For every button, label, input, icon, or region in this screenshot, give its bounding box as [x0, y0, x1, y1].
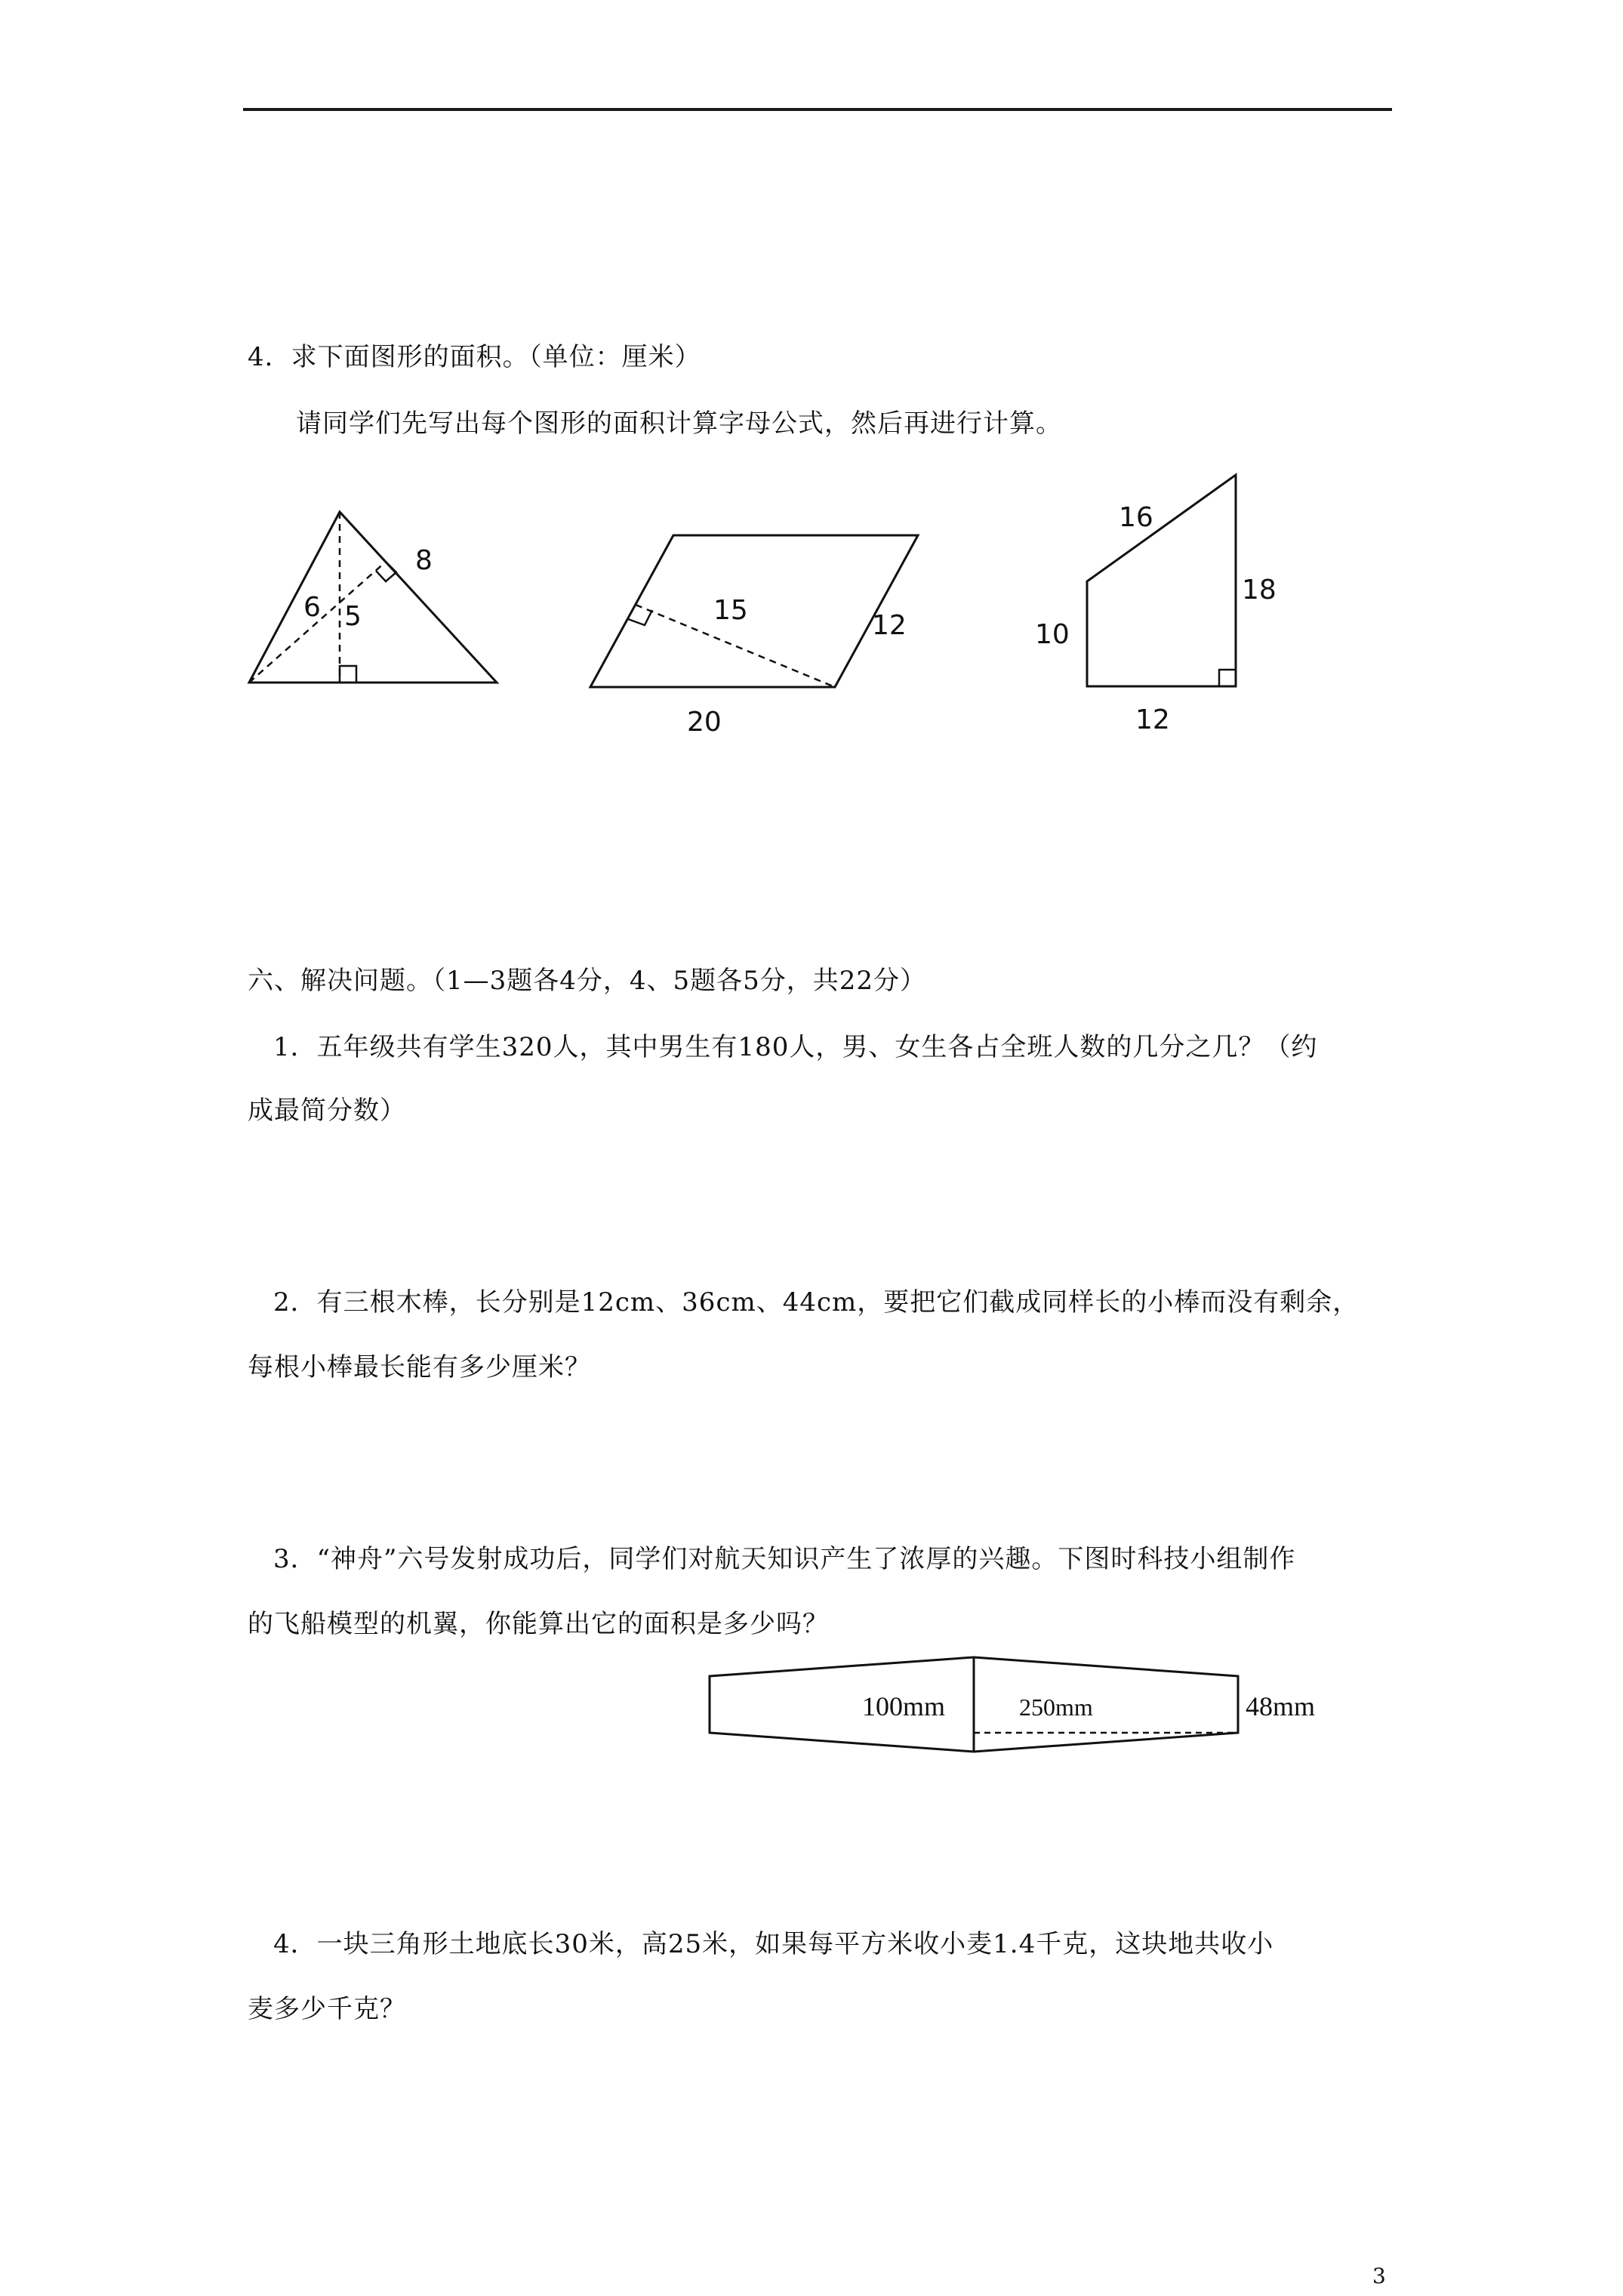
p3-line1: 3．“神舟”六号发射成功后，同学们对航天知识产生了浓厚的兴趣。下图时科技小组制作	[273, 1544, 1296, 1574]
parallelogram-height-label: 15	[713, 595, 748, 626]
wing-right-base-label: 250mm	[1019, 1693, 1093, 1721]
p2-line1: 2．有三根木棒，长分别是12cm、36cm、44cm，要把它们截成同样长的小棒而没有剩余，	[273, 1287, 1360, 1318]
parallelogram-side-label: 12	[872, 610, 907, 641]
triangle-slant-label: 6	[303, 592, 321, 623]
wing-left-label: 100mm	[862, 1691, 946, 1721]
triangle-figure	[226, 491, 528, 695]
trapezoid-figure	[1027, 464, 1298, 736]
p4-line1: 4．一块三角形土地底长30米，高25米，如果每平方米收小麦1.4千克，这块地共收小	[273, 1929, 1274, 1959]
trapezoid-left-label: 10	[1035, 619, 1070, 650]
triangle-height-label: 5	[344, 601, 362, 632]
trapezoid-right-label: 18	[1242, 575, 1277, 606]
wing-height-label: 48mm	[1246, 1691, 1316, 1721]
p1-line2: 成最简分数）	[248, 1096, 406, 1126]
triangle-shape	[249, 512, 497, 683]
trapezoid-bottom-label: 12	[1135, 704, 1170, 735]
p4-line2: 麦多少千克？	[248, 1994, 406, 2024]
p3-line2: 的飞船模型的机翼，你能算出它的面积是多少吗？	[248, 1609, 829, 1639]
p1-line1: 1．五年级共有学生320人，其中男生有180人，男、女生各占全班人数的几分之几？（约	[273, 1032, 1318, 1062]
q4-title: 4．求下面图形的面积。（单位：厘米）	[248, 342, 701, 372]
triangle-side-label: 8	[415, 545, 433, 576]
p2-line2: 每根小棒最长能有多少厘米？	[248, 1352, 591, 1382]
q4-instruction: 请同学们先写出每个图形的面积计算字母公式，然后再进行计算。	[296, 408, 1062, 439]
page-number: 3	[1372, 2264, 1386, 2288]
trapezoid-slant-label: 16	[1119, 502, 1153, 533]
header-rule	[243, 108, 1392, 111]
section6-title: 六、解决问题。（1—3题各4分，4、5题各5分，共22分）	[248, 966, 927, 996]
parallelogram-figure	[581, 521, 944, 740]
right-angle-mark	[1219, 670, 1236, 686]
parallelogram-shape	[590, 535, 918, 687]
right-angle-mark	[340, 666, 356, 683]
wing-figure	[702, 1646, 1336, 1767]
trapezoid-shape	[1087, 475, 1236, 686]
parallelogram-base-label: 20	[687, 707, 722, 738]
